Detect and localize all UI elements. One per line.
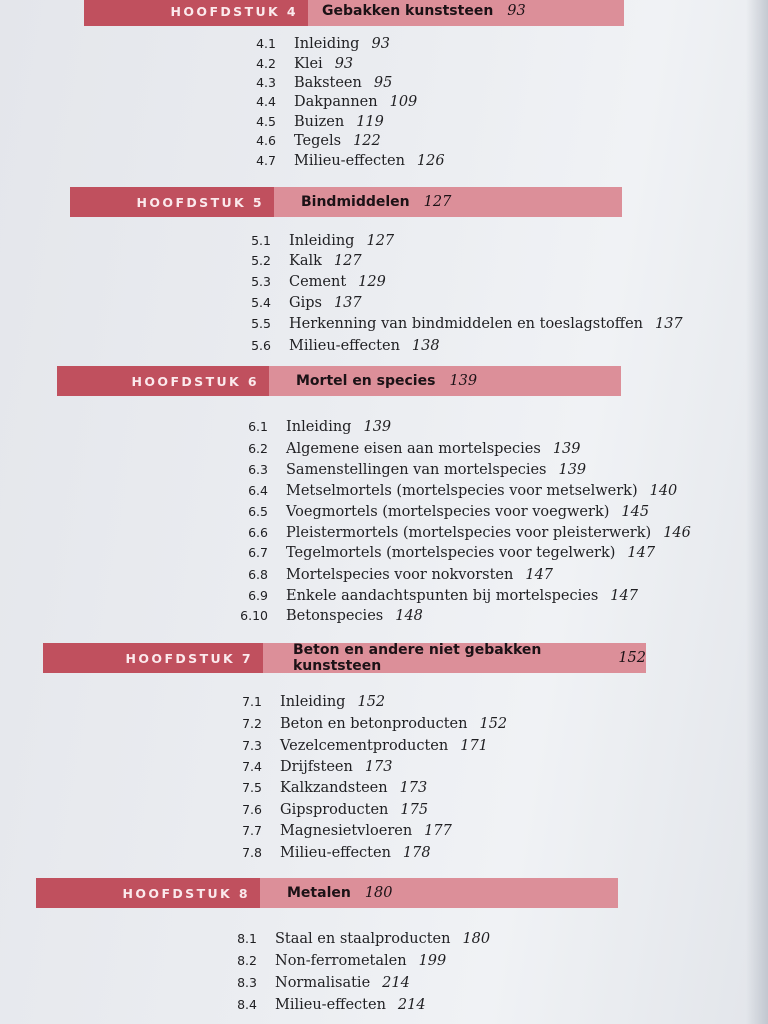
chapter-label: HOOFDSTUK 4 bbox=[84, 0, 308, 26]
section-title: Algemene eisen aan mortelspecies bbox=[286, 441, 541, 457]
section-title: Enkele aandachtspunten bij mortelspecies bbox=[286, 588, 599, 604]
section-title: Beton en betonproducten bbox=[280, 716, 468, 732]
section-number: 7.4 bbox=[242, 759, 262, 774]
section-number: 4.3 bbox=[256, 75, 276, 90]
section-page: 127 bbox=[366, 233, 395, 249]
section-title: Gipsproducten bbox=[280, 802, 389, 818]
toc-entry bbox=[218, 483, 677, 503]
section-number: 4.6 bbox=[256, 133, 276, 148]
toc-entry bbox=[226, 56, 353, 76]
toc-entry bbox=[226, 153, 445, 173]
section-number: 6.8 bbox=[248, 567, 268, 582]
toc-entry bbox=[221, 253, 362, 273]
section-page: 129 bbox=[358, 274, 386, 290]
chapter-title-bar bbox=[260, 878, 618, 908]
section-number: 4.2 bbox=[256, 56, 276, 71]
section-page: 122 bbox=[353, 133, 381, 149]
section-title: Milieu-effecten bbox=[280, 845, 391, 861]
section-title: Vezelcementproducten bbox=[280, 738, 449, 754]
section-page: 119 bbox=[356, 114, 384, 130]
section-page: 146 bbox=[663, 525, 691, 541]
chapter-header-5 bbox=[70, 187, 622, 217]
section-page: 95 bbox=[373, 75, 393, 91]
section-number: 5.3 bbox=[251, 274, 271, 289]
section-number: 6.9 bbox=[248, 588, 268, 603]
chapter-page: 127 bbox=[423, 194, 452, 210]
chapter-title: Gebakken kunststeen bbox=[322, 3, 494, 19]
section-number: 8.4 bbox=[237, 997, 257, 1012]
section-page: 93 bbox=[371, 36, 390, 52]
section-page: 214 bbox=[382, 975, 410, 991]
section-number: 8.3 bbox=[237, 975, 257, 990]
section-title: Voegmortels (mortelspecies voor voegwerk) bbox=[286, 504, 610, 520]
toc-entry bbox=[212, 694, 385, 714]
section-number: 5.4 bbox=[251, 295, 271, 310]
toc-entry bbox=[218, 608, 423, 628]
section-number: 7.2 bbox=[242, 716, 262, 731]
toc-entry bbox=[218, 504, 649, 524]
section-page: 127 bbox=[333, 253, 362, 269]
section-number: 5.2 bbox=[251, 253, 271, 268]
toc-entry bbox=[221, 274, 386, 294]
toc-entry bbox=[226, 133, 381, 153]
toc-entry bbox=[207, 975, 410, 995]
section-title: Baksteen bbox=[294, 75, 362, 91]
section-number: 7.7 bbox=[242, 823, 262, 838]
toc-entry bbox=[212, 759, 393, 779]
section-number: 5.5 bbox=[251, 316, 271, 331]
chapter-label: HOOFDSTUK 5 bbox=[70, 187, 274, 217]
toc-entry bbox=[226, 75, 392, 95]
chapter-title-bar bbox=[308, 0, 624, 26]
section-page: 139 bbox=[363, 419, 392, 435]
section-title: Tegels bbox=[294, 133, 342, 149]
toc-entry bbox=[212, 823, 452, 843]
toc-entry bbox=[218, 525, 691, 545]
section-title: Inleiding bbox=[286, 419, 352, 435]
section-title: Magnesietvloeren bbox=[280, 823, 413, 839]
section-title: Inleiding bbox=[280, 694, 346, 710]
section-title: Gips bbox=[289, 295, 322, 311]
section-title: Milieu-effecten bbox=[275, 997, 386, 1013]
toc-entry bbox=[221, 295, 362, 315]
chapter-label: HOOFDSTUK 8 bbox=[36, 878, 260, 908]
toc-entry bbox=[212, 716, 507, 736]
section-page: 126 bbox=[416, 153, 445, 169]
section-page: 173 bbox=[399, 780, 428, 796]
section-title: Inleiding bbox=[294, 36, 360, 52]
section-title: Normalisatie bbox=[275, 975, 371, 991]
toc-entry bbox=[218, 441, 581, 461]
section-number: 7.8 bbox=[242, 845, 262, 860]
section-title: Cement bbox=[289, 274, 347, 290]
section-page: 140 bbox=[649, 483, 678, 499]
section-page: 137 bbox=[333, 295, 362, 311]
section-title: Staal en staalproducten bbox=[275, 931, 451, 947]
section-page: 173 bbox=[364, 759, 393, 775]
section-title: Milieu-effecten bbox=[294, 153, 405, 169]
section-page: 137 bbox=[654, 316, 683, 332]
section-number: 4.1 bbox=[256, 36, 276, 51]
section-title: Betonspecies bbox=[286, 608, 384, 624]
section-title: Buizen bbox=[294, 114, 345, 130]
section-number: 6.2 bbox=[248, 441, 268, 456]
toc-entry bbox=[207, 997, 426, 1017]
chapter-page: 93 bbox=[507, 3, 526, 19]
toc-entry bbox=[221, 316, 683, 336]
section-title: Tegelmortels (mortelspecies voor tegelwerk) bbox=[286, 545, 616, 561]
toc-entry bbox=[218, 588, 638, 608]
section-number: 7.6 bbox=[242, 802, 262, 817]
section-page: 152 bbox=[357, 694, 386, 710]
toc-entry bbox=[221, 233, 394, 253]
toc-entry bbox=[218, 419, 391, 439]
section-page: 152 bbox=[479, 716, 508, 732]
section-page: 180 bbox=[462, 931, 491, 947]
section-number: 4.7 bbox=[256, 153, 276, 168]
section-number: 7.3 bbox=[242, 738, 262, 753]
chapter-title: Mortel en species bbox=[296, 373, 436, 389]
section-number: 6.7 bbox=[248, 545, 268, 560]
toc-entry bbox=[212, 738, 488, 758]
section-page: 147 bbox=[525, 567, 554, 583]
section-title: Kalkzandsteen bbox=[280, 780, 388, 796]
section-number: 6.6 bbox=[248, 525, 268, 540]
section-title: Mortelspecies voor nokvorsten bbox=[286, 567, 514, 583]
section-page: 148 bbox=[395, 608, 423, 624]
section-number: 6.3 bbox=[248, 462, 268, 477]
section-title: Milieu-effecten bbox=[289, 338, 400, 354]
section-page: 178 bbox=[402, 845, 431, 861]
chapter-header-6 bbox=[57, 366, 621, 396]
section-title: Drijfsteen bbox=[280, 759, 353, 775]
section-page: 147 bbox=[610, 588, 638, 604]
toc-entry bbox=[207, 953, 446, 973]
section-number: 5.6 bbox=[251, 338, 271, 353]
toc-entry bbox=[226, 36, 390, 56]
section-title: Pleistermortels (mortelspecies voor pleisterwerk) bbox=[286, 525, 652, 541]
section-number: 4.4 bbox=[256, 94, 276, 109]
section-title: Non-ferrometalen bbox=[275, 953, 407, 969]
chapter-title: Beton en andere niet gebakken kunststeen bbox=[293, 642, 542, 674]
section-page: 139 bbox=[552, 441, 581, 457]
toc-entry bbox=[212, 845, 431, 865]
section-title: Inleiding bbox=[289, 233, 355, 249]
chapter-page: 139 bbox=[449, 373, 478, 389]
section-page: 147 bbox=[627, 545, 656, 561]
chapter-header-8 bbox=[36, 878, 618, 908]
section-title: Samenstellingen van mortelspecies bbox=[286, 462, 547, 478]
section-number: 7.1 bbox=[242, 694, 262, 709]
chapter-header-4 bbox=[84, 0, 624, 26]
chapter-label: HOOFDSTUK 6 bbox=[57, 366, 269, 396]
chapter-title: Metalen bbox=[287, 885, 351, 901]
section-title: Dakpannen bbox=[294, 94, 378, 110]
chapter-title: Bindmiddelen bbox=[301, 194, 410, 210]
section-number: 6.4 bbox=[248, 483, 268, 498]
section-page: 139 bbox=[558, 462, 587, 478]
section-page: 109 bbox=[389, 94, 418, 110]
chapter-header-7 bbox=[43, 643, 646, 673]
chapter-title-bar bbox=[274, 187, 622, 217]
section-page: 177 bbox=[424, 823, 452, 839]
toc-entry bbox=[218, 567, 553, 587]
chapter-label: HOOFDSTUK 7 bbox=[43, 643, 263, 673]
chapter-title-bar bbox=[269, 366, 621, 396]
toc-entry bbox=[212, 780, 427, 800]
section-number: 5.1 bbox=[251, 233, 271, 248]
toc-entry bbox=[212, 802, 428, 822]
section-number: 4.5 bbox=[256, 114, 276, 129]
section-page: 138 bbox=[411, 338, 440, 354]
toc-entry bbox=[221, 338, 440, 358]
section-title: Kalk bbox=[289, 253, 322, 269]
section-page: 145 bbox=[621, 504, 650, 520]
chapter-page: 152 bbox=[618, 650, 646, 666]
toc-entry bbox=[218, 545, 655, 565]
section-title: Metselmortels (mortelspecies voor metselwerk) bbox=[286, 483, 638, 499]
toc-entry bbox=[207, 931, 490, 951]
section-page: 175 bbox=[400, 802, 429, 818]
toc-entry bbox=[226, 114, 384, 134]
page-edge-shadow bbox=[746, 0, 768, 1024]
section-number: 8.1 bbox=[237, 931, 257, 946]
toc-entry bbox=[218, 462, 586, 482]
section-number: 6.5 bbox=[248, 504, 268, 519]
section-title: Herkenning van bindmiddelen en toeslagstoffen bbox=[289, 316, 643, 332]
section-number: 6.10 bbox=[240, 608, 268, 623]
section-page: 171 bbox=[460, 738, 488, 754]
section-number: 8.2 bbox=[237, 953, 257, 968]
chapter-title-bar bbox=[263, 643, 646, 673]
section-title: Klei bbox=[294, 56, 323, 72]
section-page: 214 bbox=[397, 997, 426, 1013]
toc-entry bbox=[226, 94, 417, 114]
section-number: 6.1 bbox=[248, 419, 268, 434]
section-number: 7.5 bbox=[242, 780, 262, 795]
section-page: 199 bbox=[418, 953, 447, 969]
section-page: 93 bbox=[334, 56, 354, 72]
chapter-page: 180 bbox=[364, 885, 393, 901]
